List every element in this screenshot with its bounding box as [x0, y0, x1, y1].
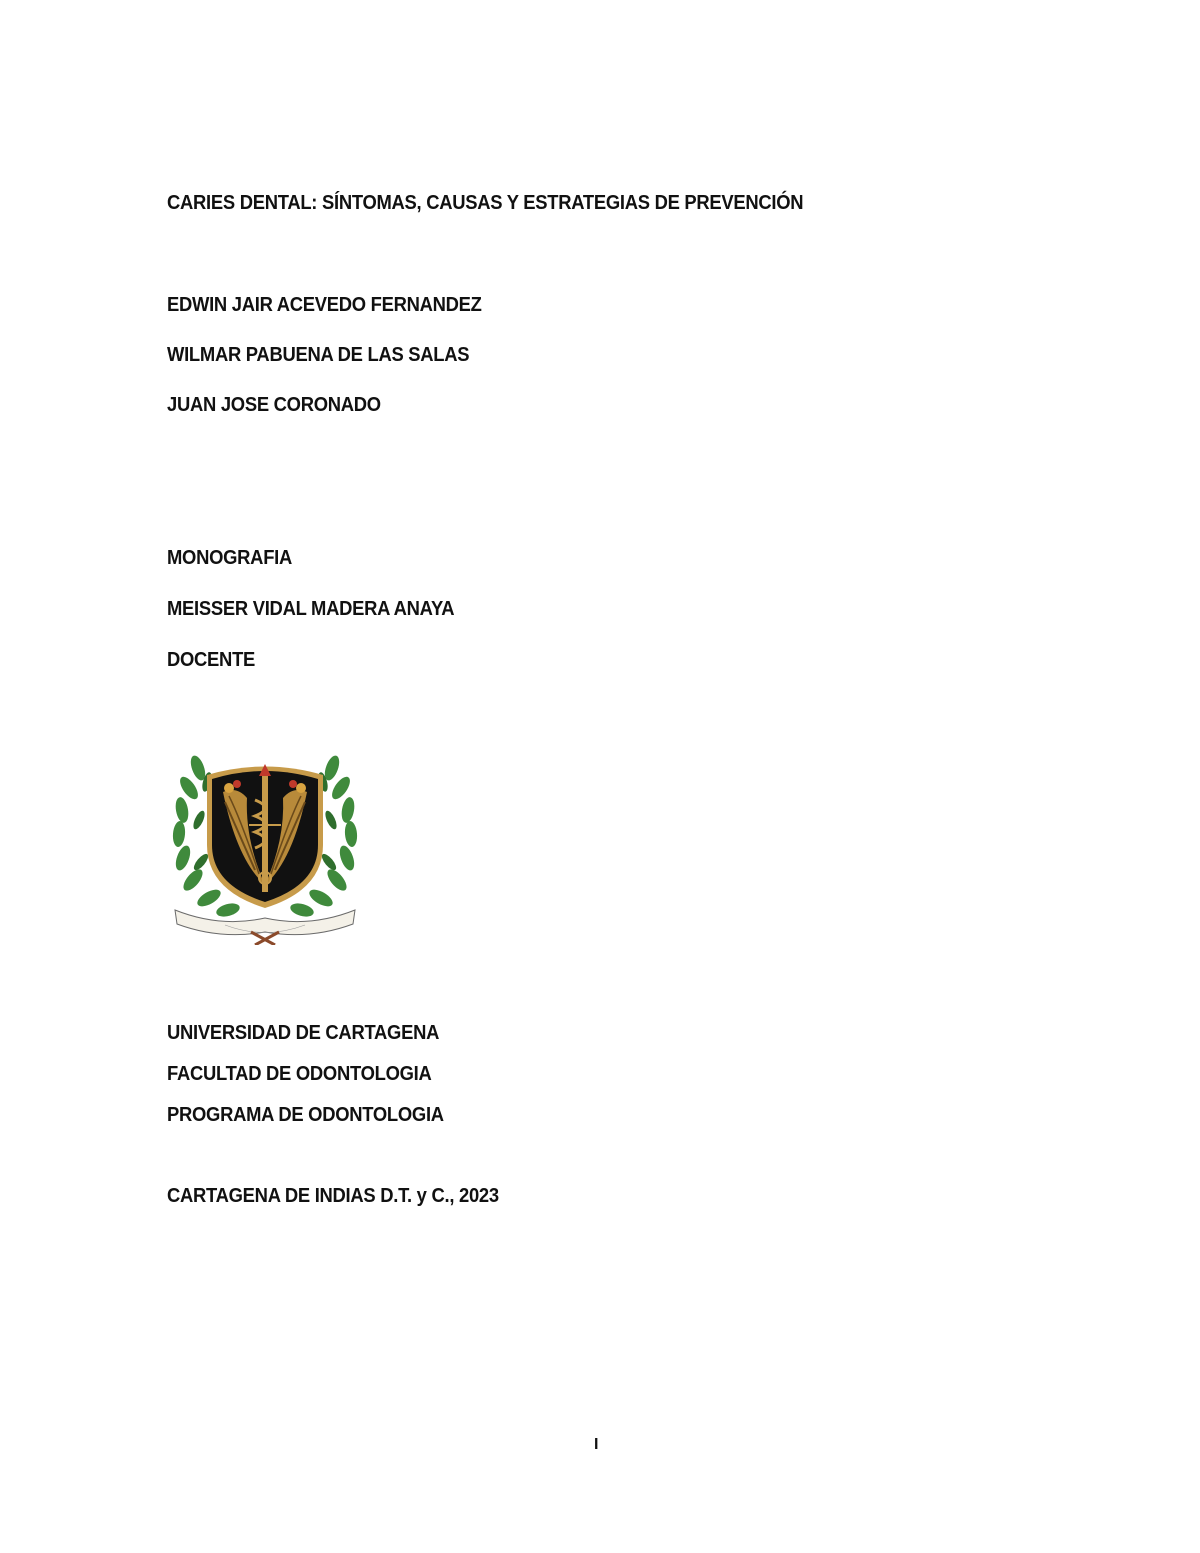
document-type: MONOGRAFIA [167, 547, 293, 569]
university-crest-icon [165, 750, 365, 945]
document-title: CARIES DENTAL: SÍNTOMAS, CAUSAS Y ESTRATEGIAS DE PREVENCIÓN [167, 192, 804, 214]
author-name: WILMAR PABUENA DE LAS SALAS [167, 344, 470, 366]
author-name: EDWIN JAIR ACEVEDO FERNANDEZ [167, 294, 482, 316]
faculty-name: FACULTAD DE ODONTOLOGIA [167, 1063, 432, 1085]
advisor-role: DOCENTE [167, 649, 256, 671]
central-staff [262, 772, 268, 892]
author-name: JUAN JOSE CORONADO [167, 394, 381, 416]
city-year: CARTAGENA DE INDIAS D.T. y C., 2023 [167, 1185, 499, 1207]
advisor-name: MEISSER VIDAL MADERA ANAYA [167, 598, 455, 620]
program-name: PROGRAMA DE ODONTOLOGIA [167, 1104, 444, 1126]
page-number: I [594, 1436, 599, 1453]
university-name: UNIVERSIDAD DE CARTAGENA [167, 1022, 440, 1044]
crest-ribbon [175, 910, 355, 935]
